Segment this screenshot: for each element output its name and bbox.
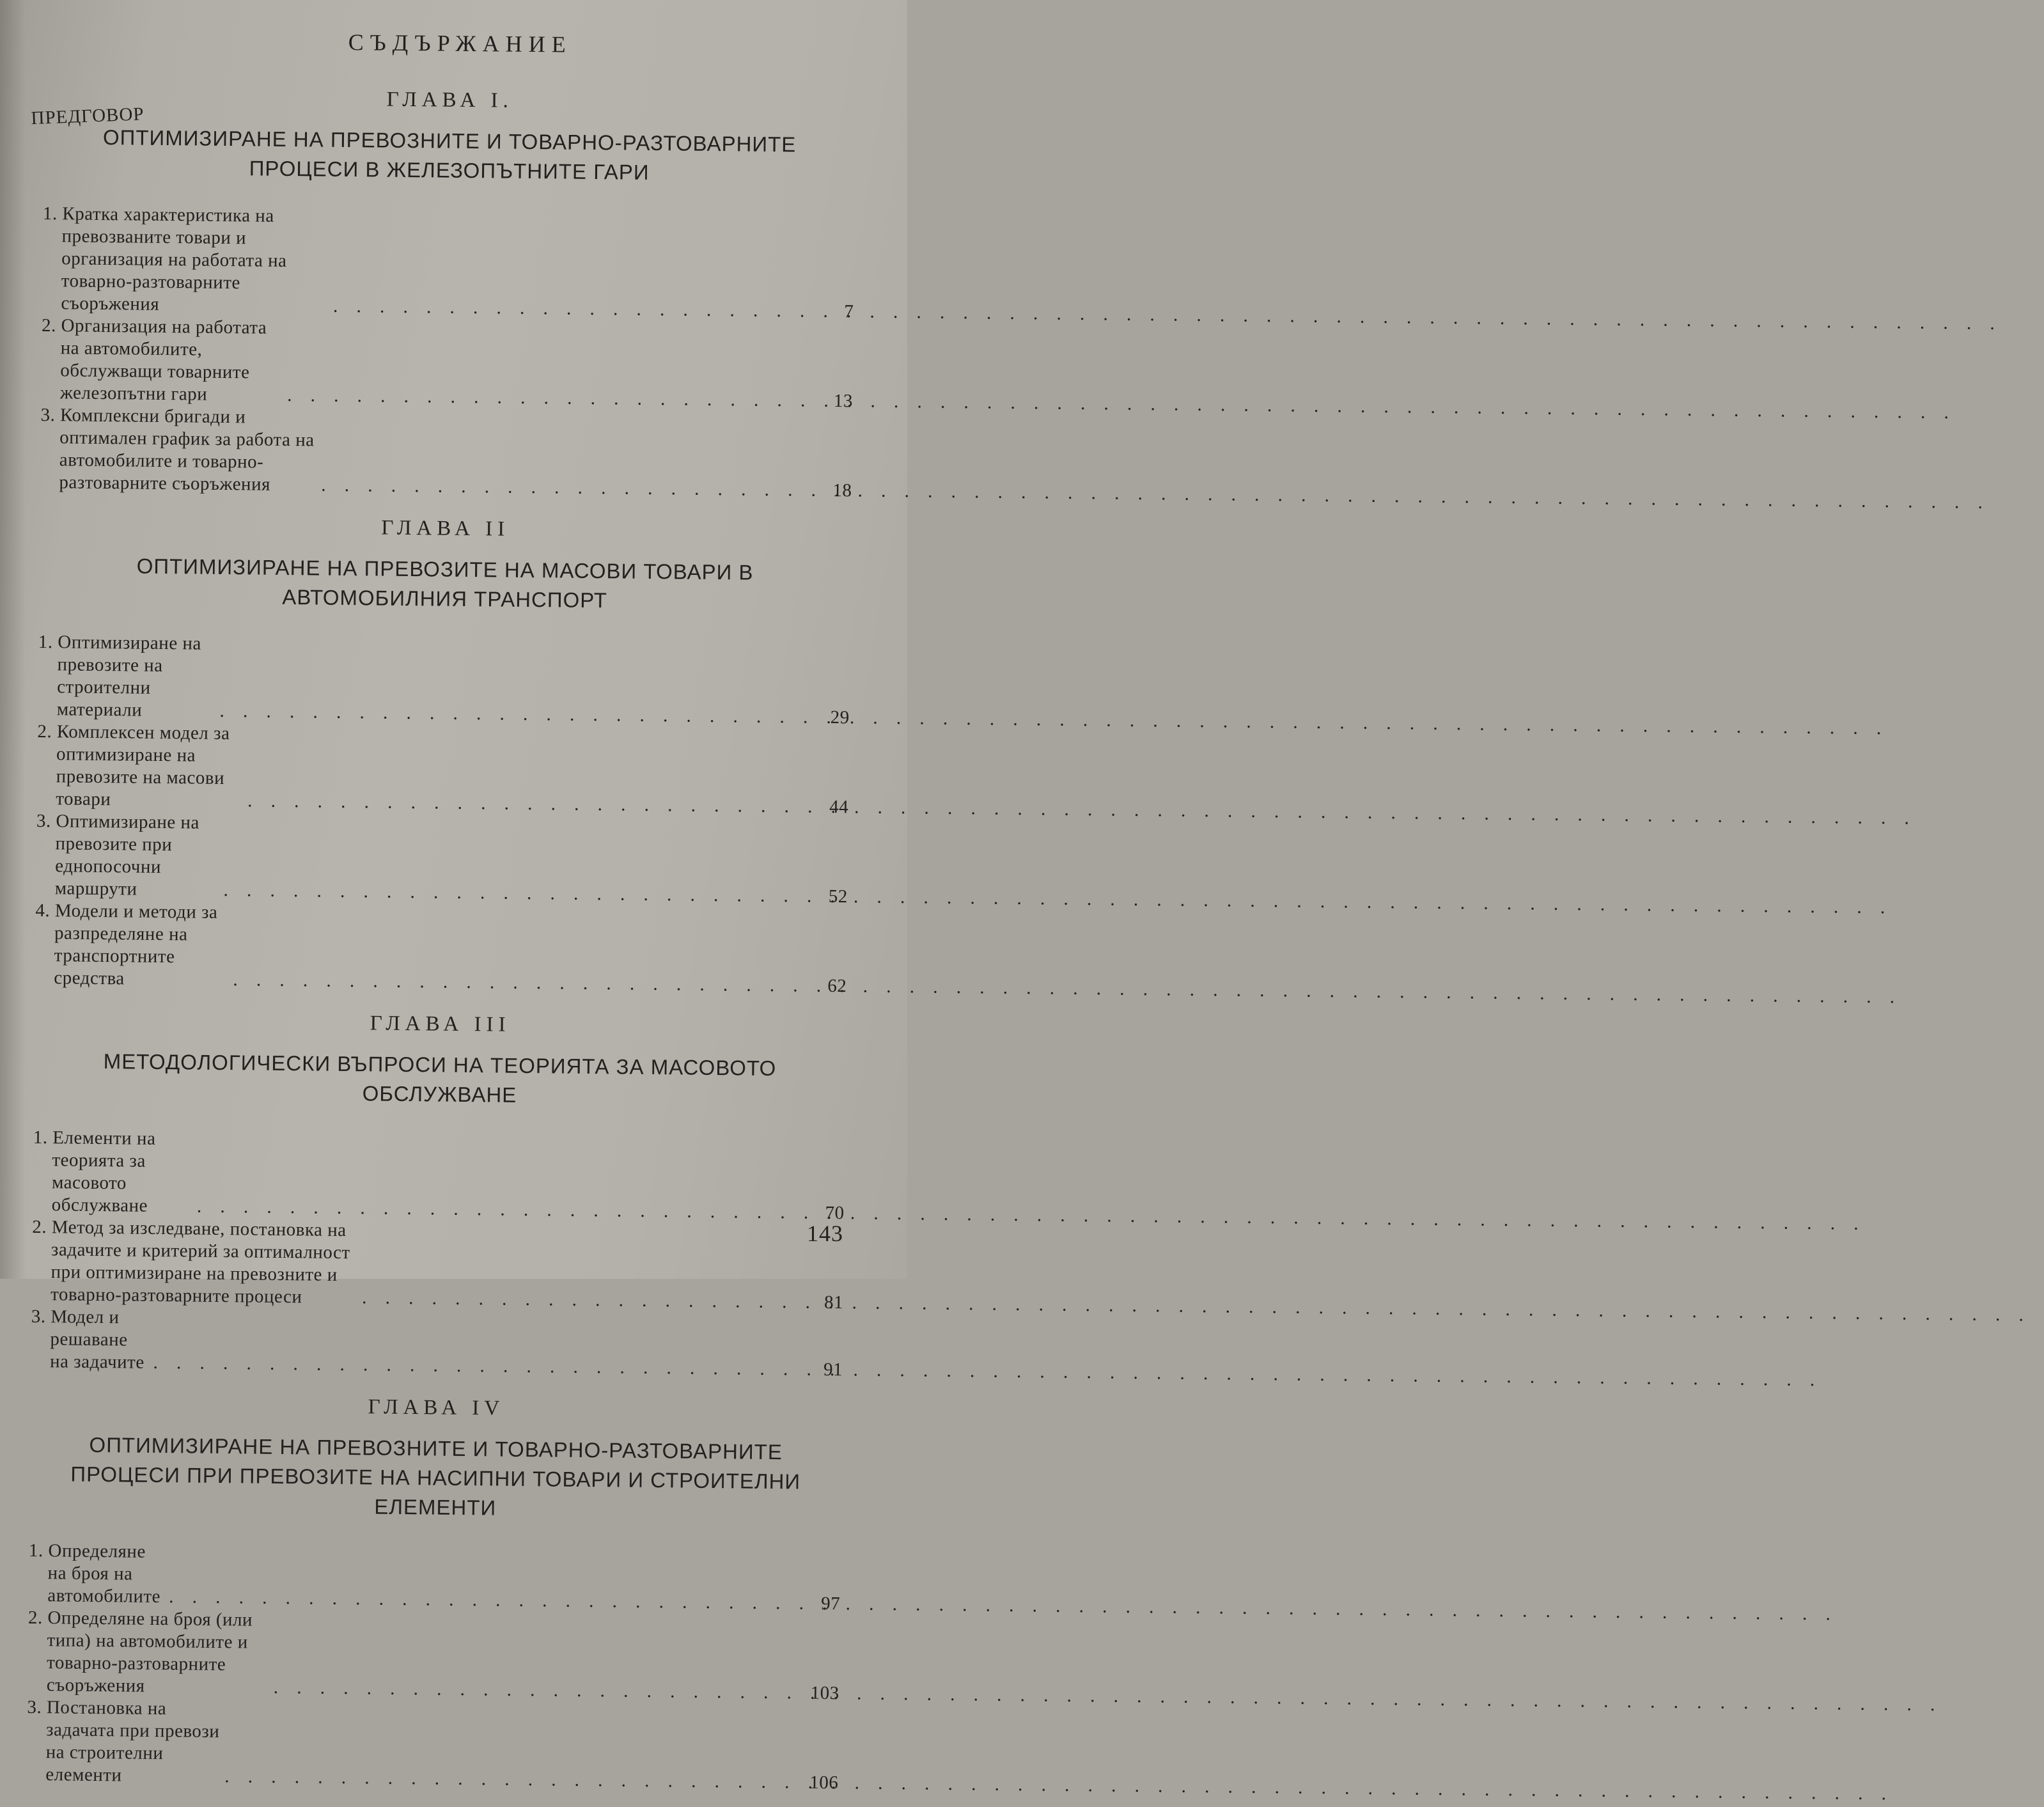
page-gutter-shadow [0, 0, 26, 1279]
toc-entry [41, 315, 854, 412]
toc-entry [36, 810, 848, 908]
chapter-label: ГЛАВА IV [368, 1395, 505, 1420]
chapter-items [31, 1127, 845, 1381]
toc-entry [35, 900, 847, 997]
toc-entry [38, 631, 850, 729]
leader-dots [357, 1287, 807, 1313]
toc-entry-page: 44 [829, 796, 849, 818]
toc-entry-page: 106 [809, 1772, 839, 1794]
contents-title: СЪДЪРЖАНИЕ [348, 29, 572, 58]
toc-entry-page: 52 [828, 886, 848, 907]
toc-entry-page: 97 [821, 1593, 841, 1615]
toc-entry-text: 4. Модели и методи за разпределяне на транспортните средства [35, 900, 218, 989]
chapter-label: ГЛАВА II [381, 516, 510, 541]
toc-entry-page: 13 [833, 390, 854, 412]
toc-entry-text: 3. Модел и решаване на задачите [31, 1306, 144, 1373]
toc-entry-page: 7 [844, 301, 854, 322]
chapter-label: ГЛАВА III [370, 1012, 511, 1036]
toc-entry [26, 1696, 839, 1794]
chapter-title: ОПТИМИЗИРАНЕ НА ПРЕВОЗИТЕ НА МАСОВИ ТОВАРИ В АВТОМОБИЛНИЯ ТРАНСПОРТ [136, 554, 754, 613]
chapter-title: МЕТОДОЛОГИЧЕСКИ ВЪПРОСИ НА ТЕОРИЯТА ЗА МАСОВОТО ОБСЛУЖВАНЕ [103, 1049, 777, 1107]
chapter-items [35, 631, 850, 997]
toc-entry-page: 81 [823, 1292, 844, 1313]
toc-entry-text: 1. Оптимизиране на превозите на строителни материали [38, 631, 201, 721]
chapter-title: ОПТИМИЗИРАНЕ НА ПРЕВОЗНИТЕ И ТОВАРНО-РАЗТОВАРНИТЕ ПРОЦЕСИ В ЖЕЛЕЗОПЪТНИТЕ ГАРИ [102, 125, 797, 184]
toc-entry-text: 2. Комплексен модел за оптимизиране на превозите на масови товари [37, 721, 230, 810]
toc-entry-page: 62 [827, 975, 847, 997]
chapter-3 [31, 1008, 846, 1381]
chapter-items [40, 203, 855, 502]
toc-entry-page: 70 [825, 1202, 845, 1224]
toc-entry-text: 2. Определяне на броя (или типа) на автомобилите и товарно-разтоварните съоръжения [27, 1607, 253, 1696]
preface-entry: ПРЕДГОВОР [30, 104, 145, 129]
toc-entry-page: 18 [832, 480, 852, 501]
chapter-2 [35, 513, 852, 997]
toc-entry [40, 404, 852, 502]
chapter-4 [26, 1392, 842, 1794]
toc-entry-page: 29 [830, 707, 850, 728]
toc-entry [42, 203, 855, 323]
toc-entry-text: 1. Кратка характеристика на превозваните товари и организация на работата на товарно-разтоварните съоръжения [42, 203, 287, 315]
toc-entry-page: 91 [823, 1359, 843, 1381]
table-of-contents [26, 26, 857, 1794]
toc-entry [27, 1607, 840, 1705]
chapter-title: ОПТИМИЗИРАНЕ НА ПРЕВОЗНИТЕ И ТОВАРНО-РАЗТОВАРНИТЕ ПРОЦЕСИ ПРИ ПРЕВОЗИТЕ НА НАСИПНИ ТОВАРИ И СТРОИТЕЛНИ ЕЛЕМЕНТИ [70, 1432, 801, 1520]
toc-entry-text: 2. Метод за изследване, постановка на задачите и критерий за оптималност при оптимизиране на превозните и товарно-разтоварните процеси [32, 1216, 350, 1308]
toc-entry-text: 1. Елементи на теорията за масовото обслужване [33, 1127, 156, 1216]
toc-entry-text: 3. Комплексни бригади и оптимален график за работа на автомобилите и товарно-разтоварните съоръжения [40, 404, 315, 495]
chapter-1 [40, 84, 856, 502]
leader-dots [219, 1765, 802, 1794]
toc-entry-text: 1. Определяне на броя на автомобилите [28, 1540, 161, 1608]
toc-entry [33, 1127, 845, 1224]
chapter-label: ГЛАВА І. [386, 88, 514, 113]
toc-entry-text: 2. Организация на работата на автомобилите, обслужващи товарните железопътни гари [41, 315, 267, 405]
chapter-items [26, 1540, 841, 1794]
toc-entry [28, 1540, 841, 1615]
toc-entry-text: 3. Оптимизиране на превозите при еднопосочни маршрути [36, 810, 200, 900]
book-page [0, 0, 907, 1794]
toc-entry-text: 3. Постановка на задачата при превози на строителни елементи [27, 1696, 220, 1786]
toc-entry [31, 1216, 844, 1314]
toc-entry-page: 103 [810, 1682, 839, 1704]
toc-entry [31, 1306, 843, 1381]
page-number: 143 [807, 1221, 843, 1246]
toc-entry [36, 721, 849, 818]
